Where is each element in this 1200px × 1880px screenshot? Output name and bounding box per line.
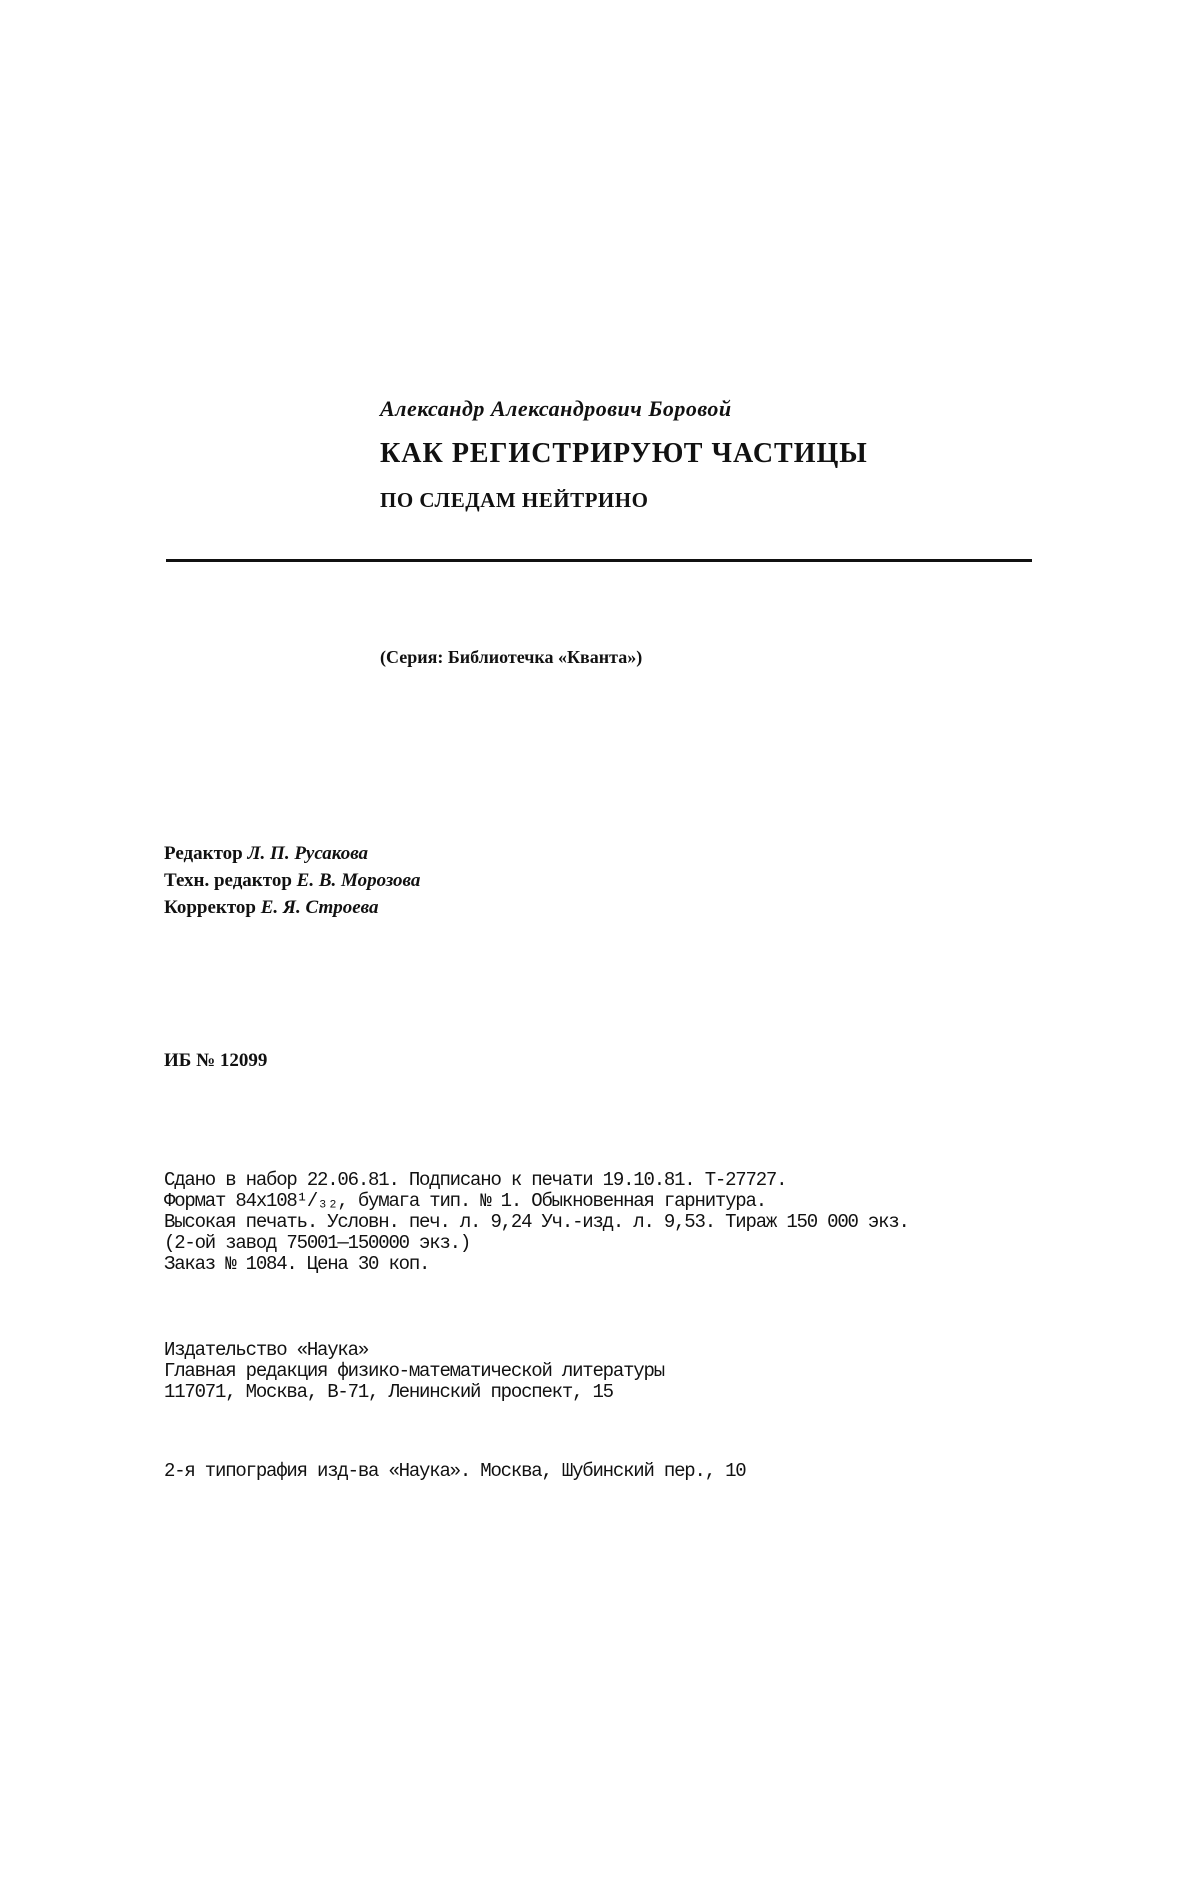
imprint-line: Сдано в набор 22.06.81. Подписано к печати 19.10.81. Т-27727. (164, 1169, 787, 1191)
imprint-block (164, 1170, 909, 1275)
credit-tech-editor (164, 867, 420, 894)
author-name: Александр Александрович Боровой (380, 396, 732, 421)
credit-role: Редактор (164, 843, 243, 864)
publisher-line: Издательство «Наука» (164, 1339, 369, 1361)
credit-person: Е. Я. Строева (260, 897, 379, 918)
horizontal-rule (166, 559, 1032, 562)
credit-person: Е. В. Морозова (296, 870, 421, 891)
credit-proofreader (164, 894, 420, 921)
series-line: (Серия: Библиотечка «Кванта») (380, 647, 643, 667)
credit-role: Техн. редактор (164, 870, 292, 891)
ib-number: ИБ № 12099 (164, 1050, 268, 1071)
book-title: КАК РЕГИСТРИРУЮТ ЧАСТИЦЫ (380, 438, 868, 469)
editorial-credits (164, 840, 420, 921)
credit-role: Корректор (164, 897, 256, 918)
publisher-line: Главная редакция физико-математической литературы (164, 1360, 664, 1382)
book-subtitle: ПО СЛЕДАМ НЕЙТРИНО (380, 488, 649, 512)
publisher-line: 117071, Москва, В-71, Ленинский проспект, 15 (164, 1381, 613, 1403)
credit-editor (164, 840, 420, 867)
credit-person: Л. П. Русакова (247, 843, 369, 864)
imprint-line: Высокая печать. Условн. печ. л. 9,24 Уч.-изд. л. 9,53. Тираж 150 000 экз. (164, 1211, 909, 1233)
imprint-line: Формат 84x108¹/₃₂, бумага тип. № 1. Обыкновенная гарнитура. (164, 1190, 766, 1212)
printer-line: 2-я типография изд-ва «Наука». Москва, Шубинский пер., 10 (164, 1460, 746, 1482)
imprint-line: Заказ № 1084. Цена 30 коп. (164, 1253, 430, 1275)
publisher-block (164, 1340, 664, 1403)
imprint-line: (2-ой завод 75001—150000 экз.) (164, 1232, 471, 1254)
